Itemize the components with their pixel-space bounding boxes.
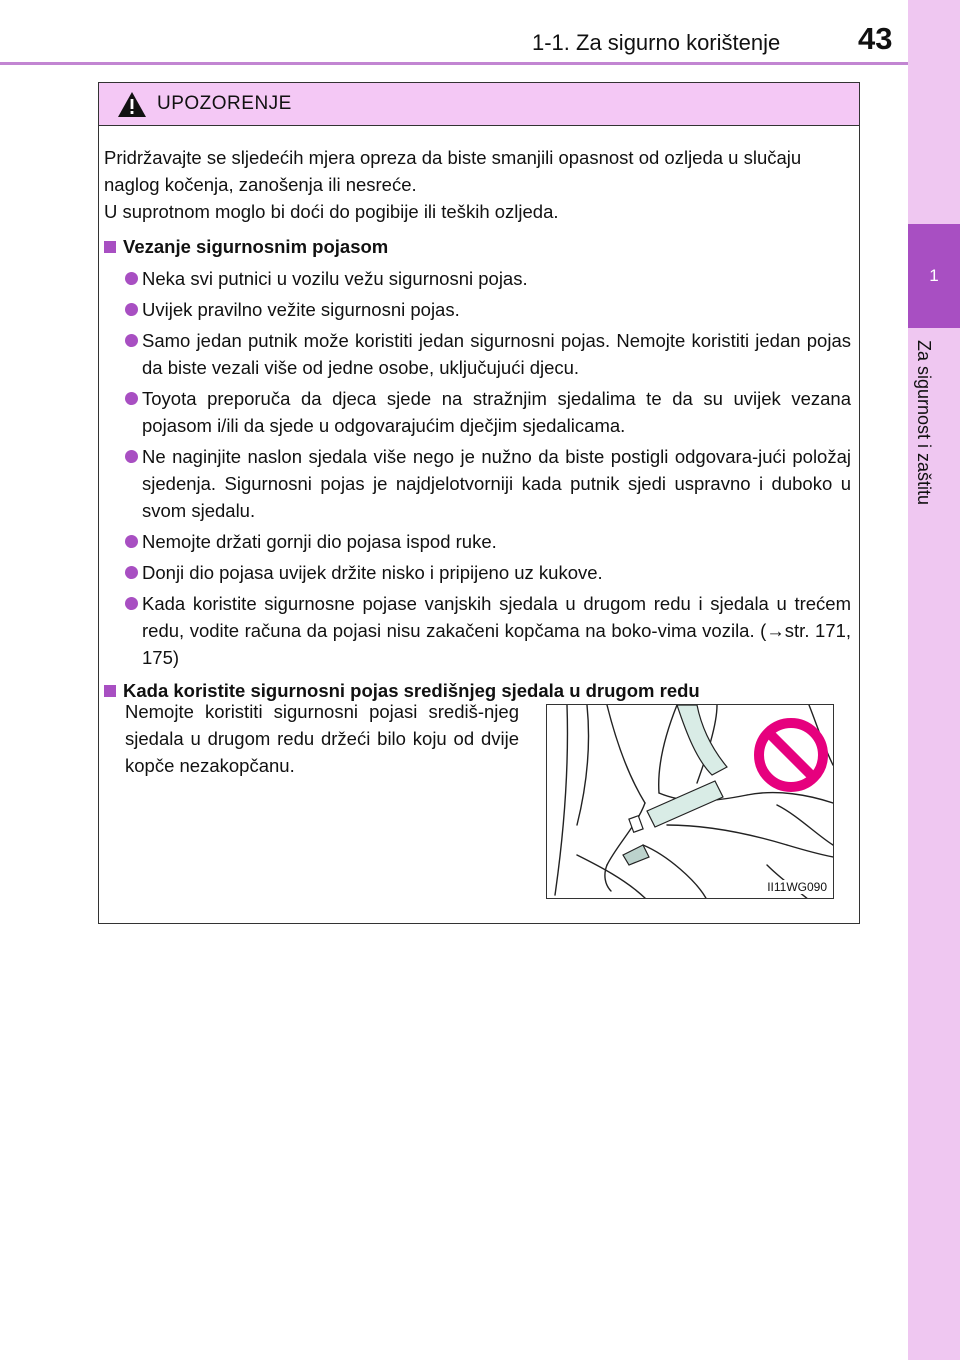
round-bullet-icon <box>125 450 138 463</box>
chapter-title-vertical: Za sigurnost i zaštitu <box>914 340 934 506</box>
warning-header <box>99 83 859 126</box>
chapter-number-tab <box>908 224 960 328</box>
round-bullet-icon <box>125 334 138 347</box>
list-item <box>104 327 851 381</box>
round-bullet-icon <box>125 566 138 579</box>
page-number: 43 <box>858 21 893 56</box>
header-rule <box>0 62 908 65</box>
list-item-text: Ne naginjite naslon sjedala više nego je nužno da biste postigli odgovara-jući položaj sjedenja. Sigurnosni pojas je najdjelotvorniji kada putnik sjedi uspravno i duboko u svom sjedalu. <box>142 446 851 521</box>
seated-passenger-illustration <box>547 705 834 899</box>
list-item-text: Samo jedan putnik može koristiti jedan sigurnosni pojas. Nemojte koristiti jedan pojas da biste vezali više od jedne osobe, uključujući djecu. <box>142 330 851 378</box>
list-item <box>104 528 851 555</box>
round-bullet-icon <box>125 392 138 405</box>
middle-seat-text: Nemojte koristiti sigurnosni pojasi središ-njeg sjedala u drugom redu držeći bilo koju od dvije kopče nezakopčanu. <box>125 701 519 776</box>
chapter-side-strip <box>908 0 960 1360</box>
warning-box <box>98 82 860 924</box>
list-item <box>104 296 851 323</box>
list-item-text: Nemojte držati gornji dio pojasa ispod ruke. <box>142 531 497 552</box>
seatbelt-rules-list <box>104 265 851 671</box>
section-title: 1-1. Za sigurno korištenje <box>532 30 781 55</box>
list-item-text: Donji dio pojasa uvijek držite nisko i pripijeno uz kukove. <box>142 562 603 583</box>
list-item <box>104 385 851 439</box>
round-bullet-icon <box>125 535 138 548</box>
intro-line-2: U suprotnom moglo bi doći do pogibije ili teških ozljeda. <box>104 201 559 222</box>
list-item-text: Uvijek pravilno vežite sigurnosni pojas. <box>142 299 460 320</box>
section-heading-text: Kada koristite sigurnosni pojas središnjeg sjedala u drugom redu <box>123 680 700 701</box>
list-item <box>104 265 851 292</box>
warning-body <box>99 126 859 704</box>
chapter-number: 1 <box>929 266 939 285</box>
section-heading-text: Vezanje sigurnosnim pojasom <box>123 236 389 257</box>
intro-line-1: Pridržavajte se sljedećih mjera opreza da biste smanjili opasnost od ozljeda u slučaju naglog kočenja, zanošenja ili nesreće. <box>104 147 802 195</box>
list-item <box>104 559 851 586</box>
list-item <box>104 443 851 524</box>
seatbelt-illustration <box>546 704 834 899</box>
list-item-text: Toyota preporuča da djeca sjede na stražnjim sjedalima te da su uvijek vezana pojasom i/ili da sjede u odgovarajućim dječjim sjedalicama. <box>142 388 851 436</box>
square-bullet-icon <box>104 241 116 253</box>
warning-intro <box>104 144 851 225</box>
section-heading-seatbelt <box>104 233 851 260</box>
round-bullet-icon <box>125 272 138 285</box>
round-bullet-icon <box>125 597 138 610</box>
list-item <box>104 590 851 671</box>
list-item-text: Kada koristite sigurnosne pojase vanjskih sjedala u drugom redu i sjedala u trećem redu, vodite računa da pojasi nisu zakačeni kopčama na boko-vima vozila. (→str. 171, 175) <box>142 593 851 668</box>
warning-triangle-icon <box>117 91 147 118</box>
illustration-code: II11WG090 <box>767 880 827 894</box>
square-bullet-icon <box>104 685 116 697</box>
warning-title: UPOZORENJE <box>157 93 292 114</box>
round-bullet-icon <box>125 303 138 316</box>
list-item-text: Neka svi putnici u vozilu vežu sigurnosni pojas. <box>142 268 528 289</box>
